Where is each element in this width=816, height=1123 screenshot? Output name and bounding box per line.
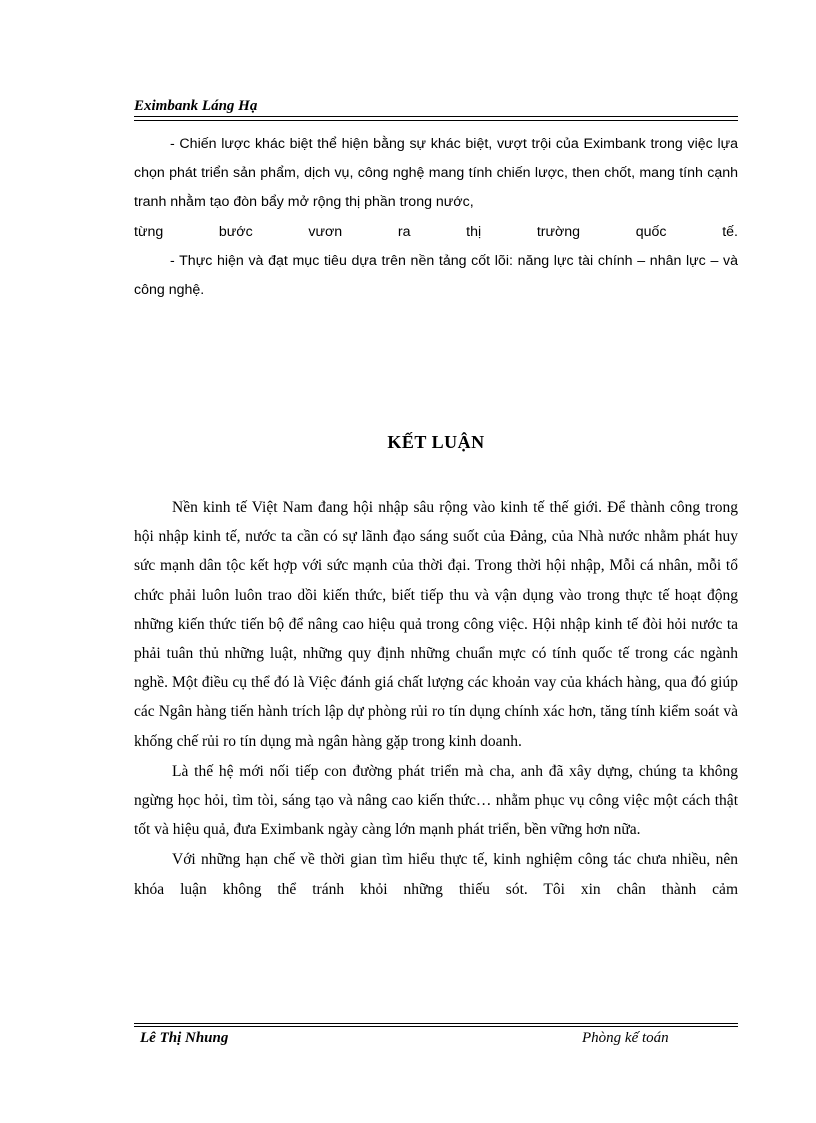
conclusion-paragraph-3: Với những hạn chế về thời gian tìm hiểu thực tế, kinh nghiệm công tác chưa nhiều, nên khóa luận không thể tránh khỏi những thiếu sót. Tôi xin chân thành cảm — [134, 851, 738, 898]
footer-author: Lê Thị Nhung — [140, 1030, 229, 1046]
footer-department: Phòng kế toán — [582, 1030, 669, 1046]
conclusion-paragraph-2: Là thế hệ mới nối tiếp con đường phát triển mà cha, anh đã xây dựng, chúng ta không ngừng học hỏi, tìm tòi, sáng tạo và nâng cao kiến thức… nhằm phục vụ công việc một cách thật tốt và hiệu quả, đưa Eximbank ngày càng lớn mạnh phát triển, bền vững hơn nữa. — [134, 762, 738, 839]
header-title: Eximbank Láng Hạ — [134, 98, 258, 114]
footer-divider-bottom — [134, 1026, 738, 1027]
footer-divider-top — [134, 1023, 738, 1024]
strategy-section — [134, 130, 738, 305]
conclusion-paragraph-1: Nền kinh tế Việt Nam đang hội nhập sâu rộng vào kinh tế thế giới. Để thành công trong hội nhập kinh tế, nước ta cần có sự lãnh đạo sáng suốt của Đảng, của Nhà nước nhằm phát huy sức mạnh dân tộc kết hợp với sức mạnh của thời đại. Trong thời hội nhập, Mỗi cá nhân, mỗi tổ chức phải luôn luôn trao dồi kiến thức, biết tiếp thu và vận dụng vào trong thực tế hoạt động những kiến thức tiến bộ để nâng cao hiệu quả trong công việc. Hội nhập kinh tế đòi hỏi nước ta phải tuân thủ những luật, những quy định những chuẩn mực có tính quốc tế trong các ngành nghề. Một điều cụ thể đó là Việc đánh giá chất lượng các khoản vay của khách hàng, qua đó giúp các Ngân hàng tiến hành trích lập dự phòng rủi ro tín dụng chính xác hơn, tăng tính kiểm soát và khống chế rủi ro tín dụng mà ngân hàng gặp trong kinh doanh. — [134, 499, 738, 750]
page-header — [134, 97, 738, 117]
header-divider — [134, 120, 738, 121]
conclusion-title: KẾT LUẬN — [387, 432, 485, 452]
strategy-bullet-2: - Thực hiện và đạt mục tiêu dựa trên nền tảng cốt lõi: năng lực tài chính – nhân lực – và công nghệ. — [134, 252, 738, 299]
strategy-bullet-1: - Chiến lược khác biệt thể hiện bằng sự khác biệt, vượt trội của Eximbank trong việc lựa chọn phát triển sản phẩm, dịch vụ, công nghệ mang tính chiến lược, then chốt, mang tính cạnh tranh nhằm tạo đòn bẩy mở rộng thị phần trong nước, — [134, 136, 738, 211]
strategy-bullet-1-last-line: từng bước vươn ra thị trường quốc tế. — [134, 223, 738, 240]
conclusion-body — [134, 493, 738, 905]
